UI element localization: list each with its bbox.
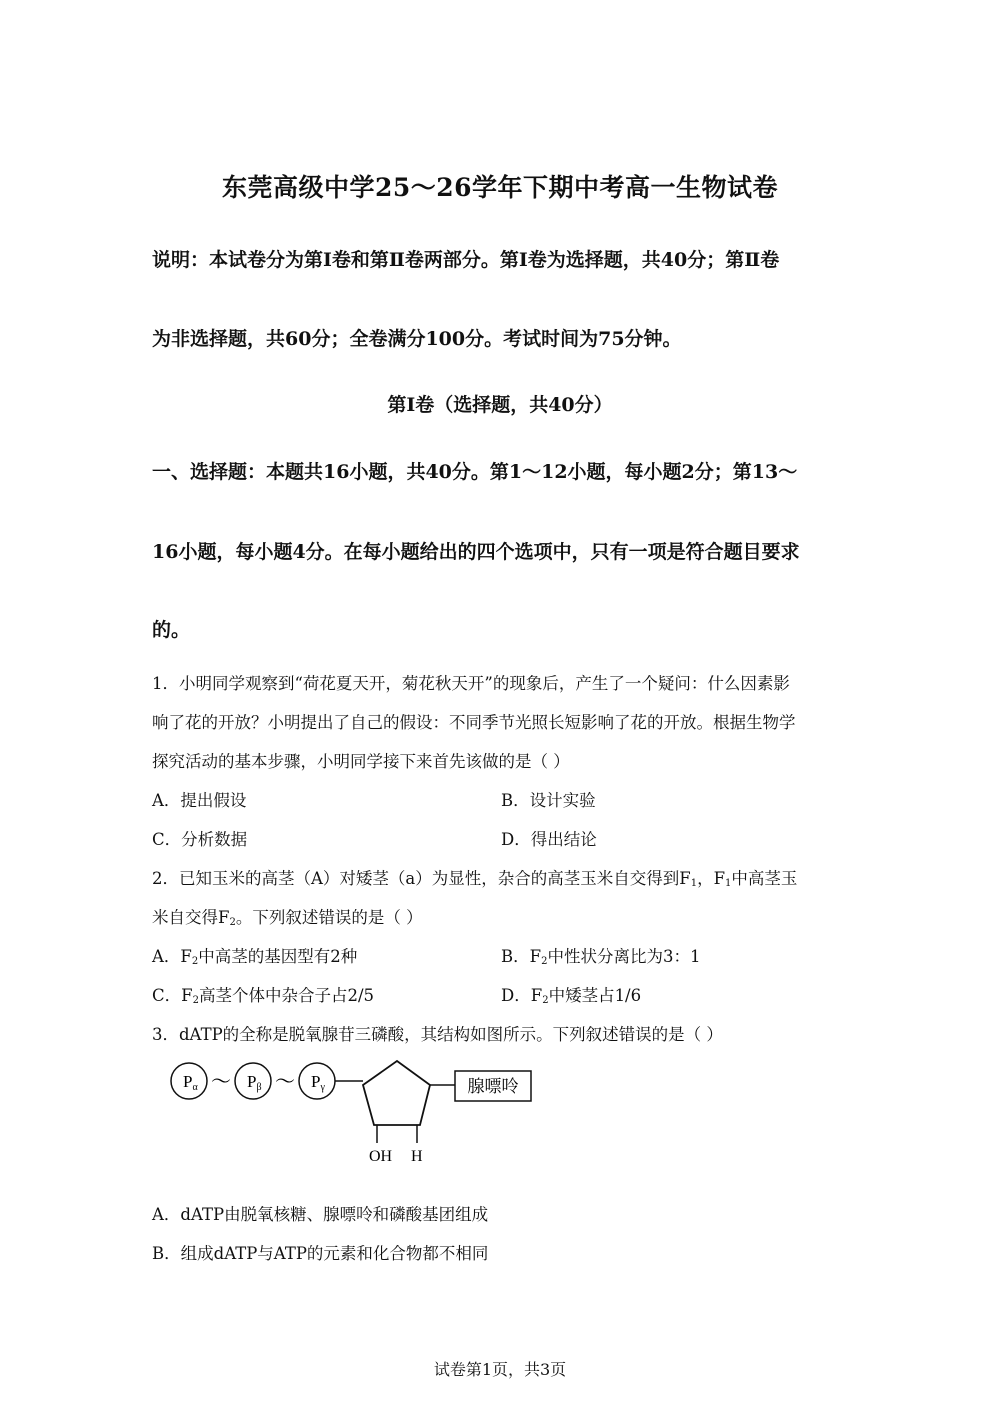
q1-stem-line-1: 1．小明同学观察到“荷花夏天开，菊花秋天开”的现象后，产生了一个疑问：什么因素影 — [152, 674, 790, 693]
q2-text: 高茎个体中杂合子占2/5 — [198, 986, 375, 1005]
q2-text: A．F — [152, 947, 192, 966]
q1-option-a: A．提出假设 — [152, 791, 247, 810]
q2-option-a — [152, 943, 357, 967]
q2-text: 中高茎玉 — [731, 869, 798, 888]
datp-structure-diagram — [165, 1055, 545, 1170]
q2-stem-line-1 — [152, 865, 797, 889]
q1-option-d: D．得出结论 — [501, 830, 597, 849]
q2-option-b — [501, 943, 700, 967]
subscript: 2 — [191, 956, 199, 967]
section-line-2: 16小题，每小题4分。在每小题给出的四个选项中，只有一项是符合题目要求 — [152, 541, 800, 563]
q2-text: 。下列叙述错误的是（ ） — [235, 908, 423, 927]
q1-stem-line-3: 探究活动的基本步骤，小明同学接下来首先该做的是（ ） — [152, 752, 570, 771]
q1-option-c: C．分析数据 — [152, 830, 248, 849]
q3-stem-line-1: 3．dATP的全称是脱氧腺苷三磷酸，其结构如图所示。下列叙述错误的是（ ） — [152, 1025, 723, 1044]
subscript: 2 — [542, 995, 549, 1006]
q2-text: 2．已知玉米的高茎（A）对矮茎（a）为显性，杂合的高茎玉米自交得到F — [152, 869, 691, 888]
q2-text: 米自交得F — [152, 908, 230, 927]
part-heading: 第Ⅰ卷（选择题，共40分） — [387, 394, 613, 416]
section-line-1: 一、选择题：本题共16小题，共40分。第1～12小题，每小题2分；第13～ — [152, 461, 798, 483]
phosphate-beta-label: Pβ — [247, 1072, 262, 1093]
q2-text: C．F — [152, 986, 193, 1005]
q1-stem-line-2: 响了花的开放？小明提出了自己的假设：不同季节光照长短影响了花的开放。根据生物学 — [152, 713, 796, 732]
instructions-line-1: 说明：本试卷分为第Ⅰ卷和第Ⅱ卷两部分。第Ⅰ卷为选择题，共40分；第Ⅱ卷 — [152, 249, 780, 271]
section-line-3: 的。 — [152, 619, 191, 641]
page-title: 东莞高级中学25～26学年下期中考高一生物试卷 — [221, 173, 779, 202]
q2-text: ，F — [697, 869, 726, 888]
subscript: 1 — [725, 878, 732, 889]
q2-text: 中矮茎占1/6 — [548, 986, 642, 1005]
hydrogen-label: H — [411, 1148, 423, 1165]
subscript: 1 — [690, 878, 698, 889]
q3-option-b: B．组成dATP与ATP的元素和化合物都不相同 — [152, 1244, 489, 1263]
q2-text: 中高茎的基因型有2种 — [198, 947, 358, 966]
subscript: 2 — [192, 995, 199, 1006]
q3-option-a: A．dATP由脱氧核糖、腺嘌呤和磷酸基团组成 — [152, 1205, 489, 1224]
q2-text: 中性状分离比为3：1 — [547, 947, 701, 966]
phosphate-alpha-label: Pα — [183, 1072, 198, 1093]
subscript: 2 — [541, 956, 548, 967]
hydroxyl-label: OH — [369, 1148, 393, 1165]
q2-text: D．F — [501, 986, 543, 1005]
phosphate-gamma-label: Pγ — [311, 1072, 325, 1093]
q2-option-d — [501, 982, 641, 1006]
subscript: 2 — [229, 917, 236, 928]
bond-tilde-2: ～ — [275, 1071, 295, 1093]
page-footer: 试卷第1页，共3页 — [433, 1360, 567, 1379]
instructions-line-2: 为非选择题，共60分；全卷满分100分。考试时间为75分钟。 — [152, 328, 682, 350]
q2-option-c — [152, 982, 374, 1006]
bond-tilde-1: ～ — [211, 1071, 231, 1093]
q2-text: B．F — [501, 947, 542, 966]
q2-stem-line-2 — [152, 904, 423, 928]
deoxyribose-ring — [363, 1061, 430, 1125]
adenine-label: 腺嘌呤 — [467, 1077, 519, 1097]
q1-option-b: B．设计实验 — [501, 791, 596, 810]
